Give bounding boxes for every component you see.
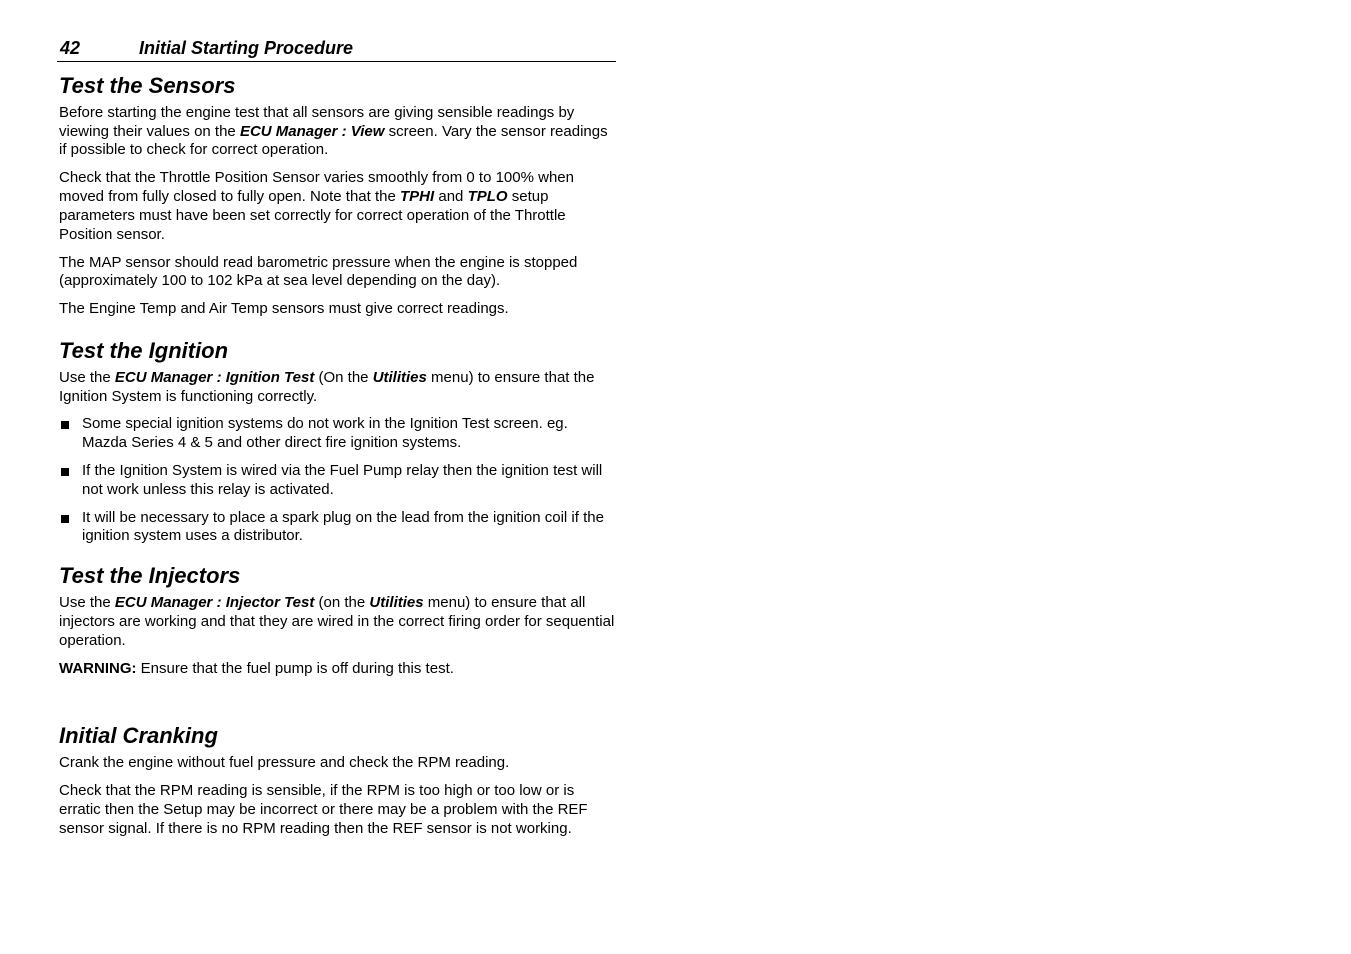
- square-bullet-icon: [61, 421, 69, 429]
- section-heading-sensors: Test the Sensors: [59, 73, 236, 98]
- square-bullet-icon: [61, 468, 69, 476]
- ignition-paragraph-1: [59, 369, 616, 406]
- list-item: [59, 415, 616, 452]
- text-run: and: [434, 188, 468, 206]
- list-item: [59, 462, 616, 499]
- list-item: [59, 509, 616, 546]
- text-run: Check that the Throttle Position Sensor varies smoothly from 0 to 100% when moved from fully closed to fully open. Note that the: [59, 169, 574, 206]
- page-column: [57, 36, 616, 838]
- tphi-reference: TPHI: [400, 188, 435, 206]
- text-run: setup parameters must have been set correctly for correct operation of the Throttle Position sensor.: [59, 188, 566, 243]
- list-item-text: It will be necessary to place a spark plug on the lead from the ignition coil if the ignition system uses a distributor.: [82, 508, 604, 545]
- page-number: 42: [60, 38, 81, 58]
- text-run: (On the: [314, 368, 373, 386]
- utilities-menu-reference: Utilities: [369, 594, 424, 612]
- cranking-paragraph-1: Crank the engine without fuel pressure and check the RPM reading.: [59, 754, 510, 772]
- cranking-paragraph-2: Check that the RPM reading is sensible, if the RPM is too high or too low or is erratic then the Setup may be incorrect or there may be a problem with the REF sensor signal. If there is no RPM reading then the REF sensor is not working.: [59, 782, 588, 837]
- injectors-paragraph-1: [59, 594, 616, 650]
- ignition-bullet-list: [59, 415, 616, 546]
- ecu-view-reference: ECU Manager : View: [239, 122, 385, 140]
- injector-test-reference: ECU Manager : Injector Test: [114, 594, 315, 612]
- text-run: Use the: [59, 594, 115, 612]
- warning-text: Ensure that the fuel pump is off during this test.: [136, 659, 454, 677]
- sensors-paragraph-1: [59, 104, 616, 160]
- text-run: screen. Vary the sensor readings if possible to check for correct operation.: [59, 122, 608, 159]
- page-content: [57, 73, 616, 838]
- square-bullet-icon: [61, 515, 69, 523]
- text-run: menu) to ensure that the Ignition System is functioning correctly.: [59, 368, 595, 405]
- list-item-text: Some special ignition systems do not work in the Ignition Test screen. eg. Mazda Series 4 & 5 and other direct fire ignition systems.: [82, 415, 568, 452]
- utilities-menu-reference: Utilities: [372, 368, 427, 386]
- section-heading-ignition: Test the Ignition: [59, 337, 229, 363]
- text-run: Use the: [59, 368, 115, 386]
- ignition-test-reference: ECU Manager : Ignition Test: [114, 368, 315, 386]
- tplo-reference: TPLO: [467, 188, 508, 206]
- sensors-paragraph-2: [59, 169, 616, 244]
- running-header: [57, 36, 616, 62]
- sensors-paragraph-3: The MAP sensor should read barometric pressure when the engine is stopped (approximately 100 to 102 kPa at sea level depending on the day).: [59, 253, 578, 290]
- list-item-text: If the Ignition System is wired via the Fuel Pump relay then the ignition test will not work unless this relay is activated.: [82, 462, 603, 498]
- section-heading-cranking: Initial Cranking: [59, 723, 218, 749]
- text-run: menu) to ensure that all injectors are working and that they are wired in the correct firing order for sequential operation.: [59, 594, 615, 649]
- text-run: Before starting the engine test that all sensors are giving sensible readings by viewing their values on the: [59, 104, 575, 140]
- chapter-title: Initial Starting Procedure: [139, 38, 354, 58]
- warning-label: WARNING:: [59, 659, 137, 677]
- text-run: (on the: [314, 594, 370, 612]
- injectors-warning: [59, 660, 616, 679]
- sensors-paragraph-4: The Engine Temp and Air Temp sensors must give correct readings.: [59, 300, 509, 318]
- section-heading-injectors: Test the Injectors: [59, 563, 241, 589]
